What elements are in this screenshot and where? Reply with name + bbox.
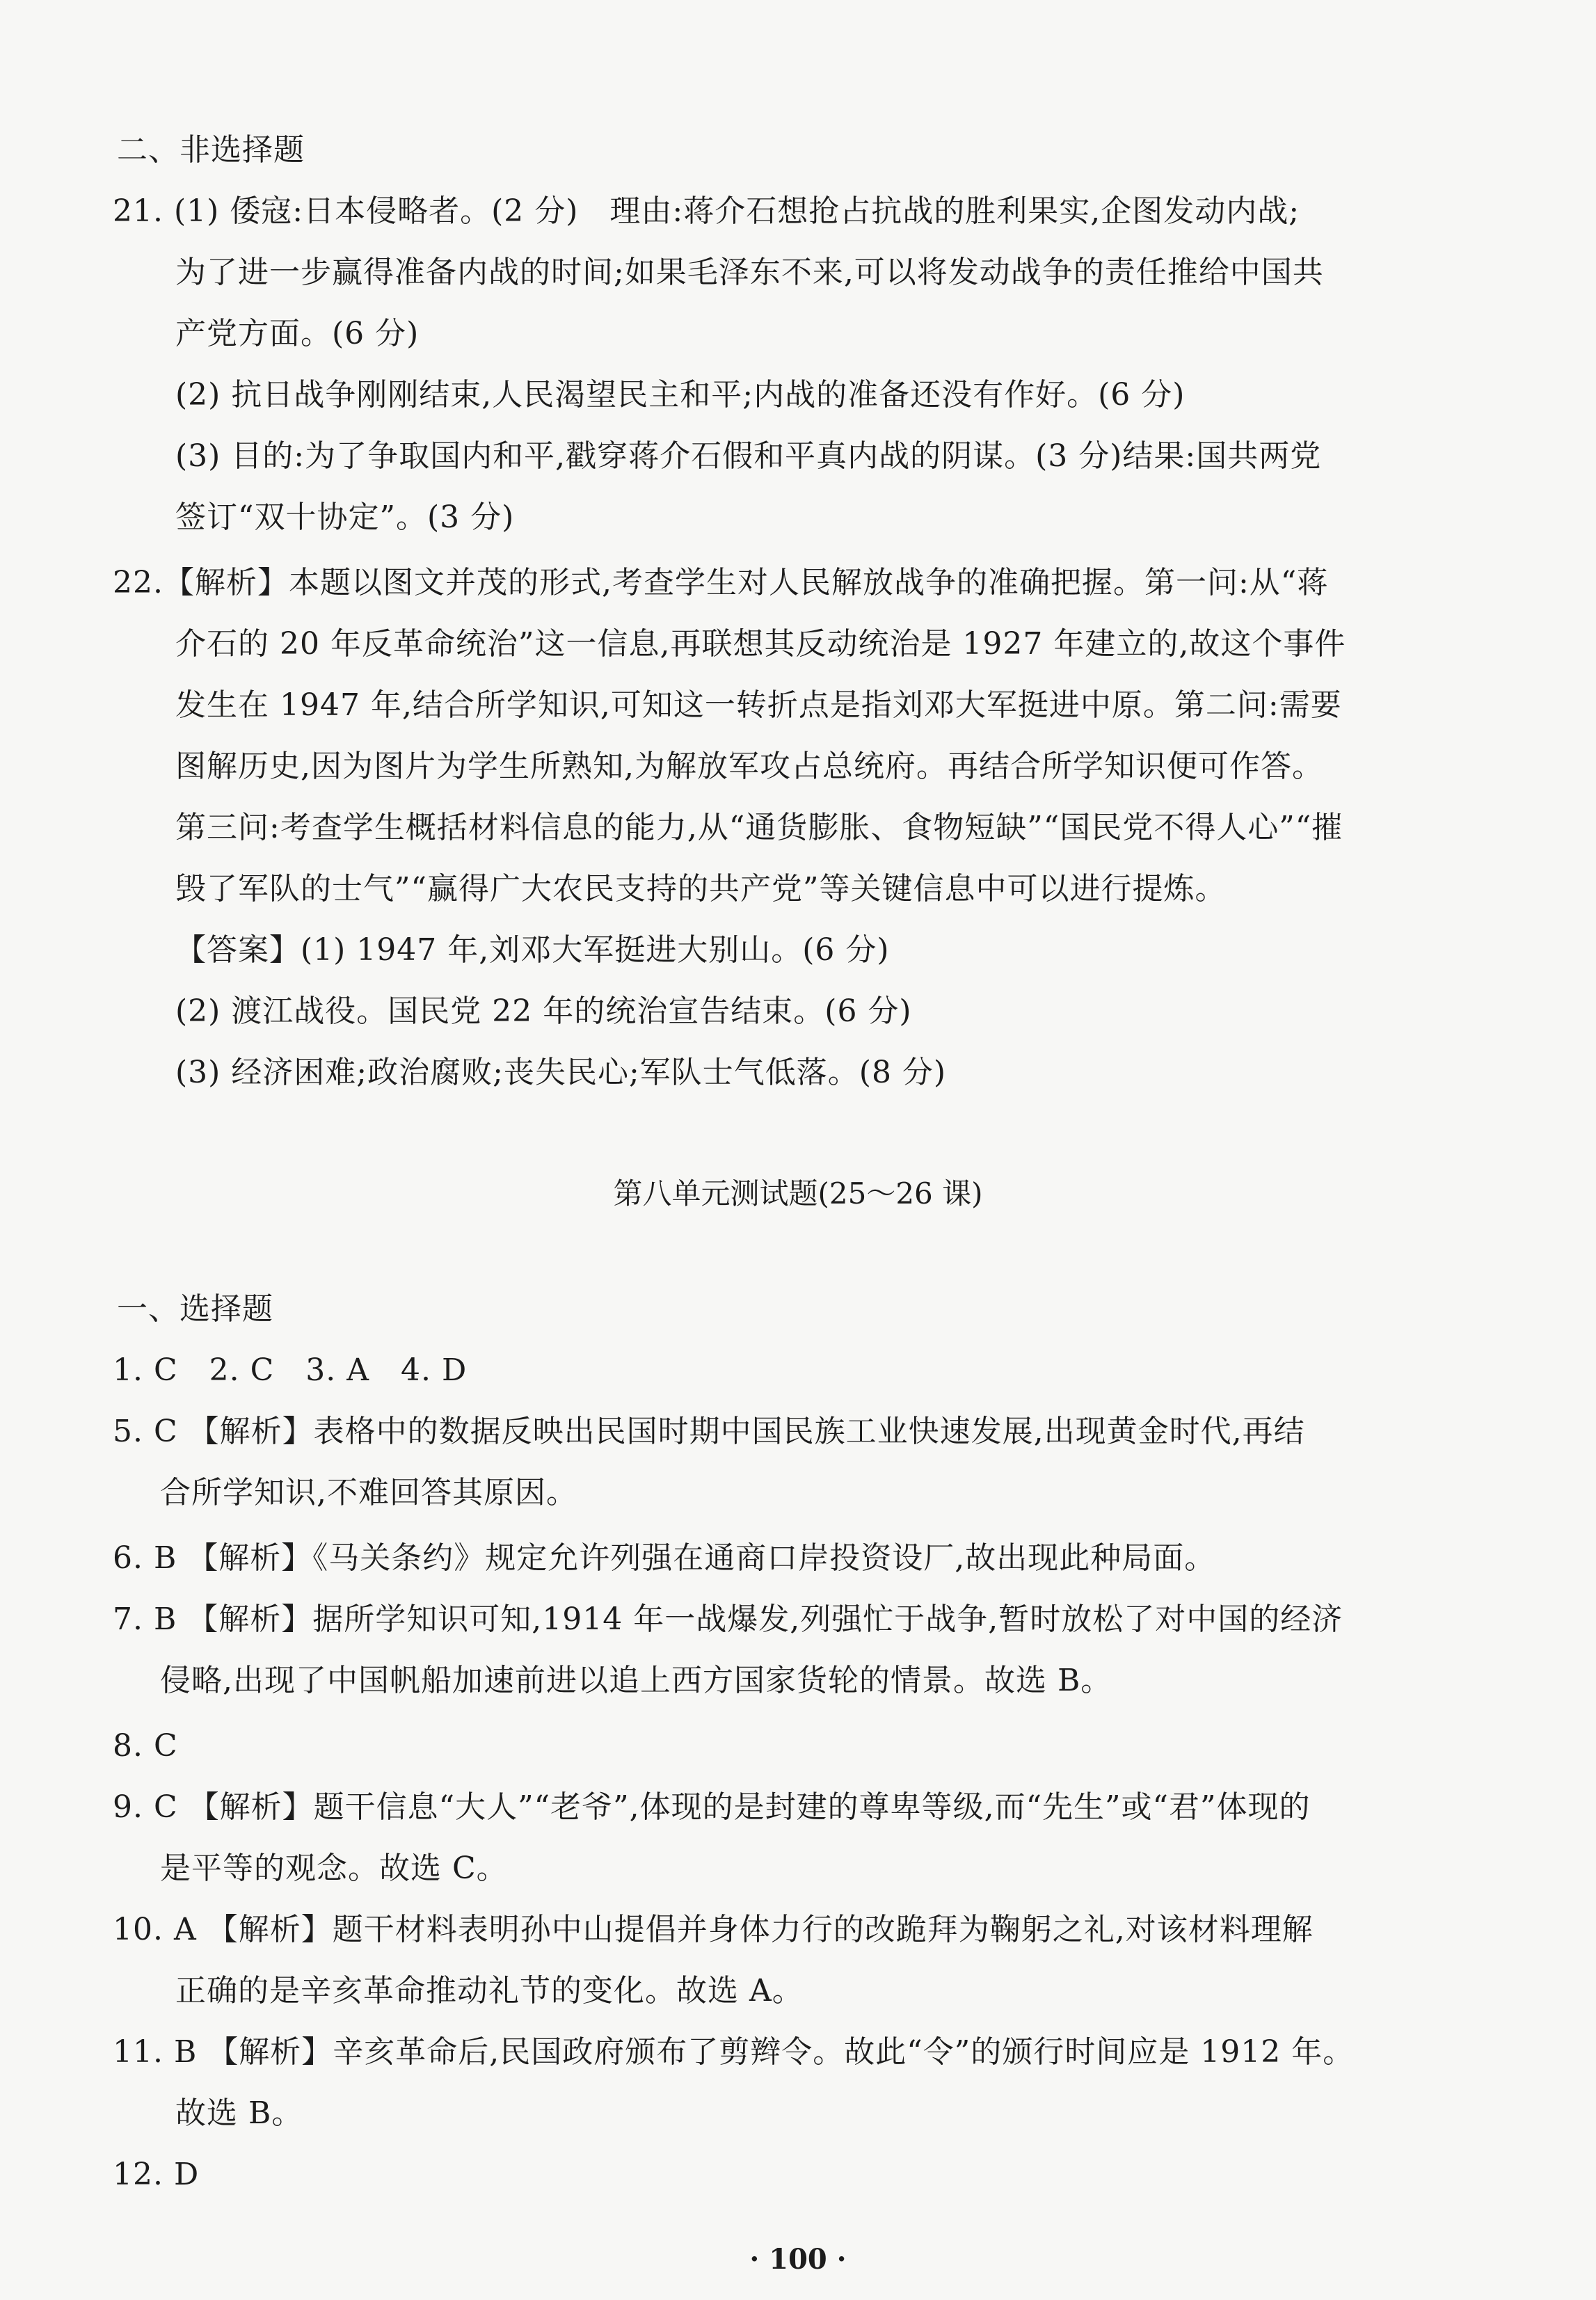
q21-line-2: 为了进一步赢得准备内战的时间;如果毛泽东不来,可以将发动战争的责任推给中国共	[175, 255, 1324, 290]
section-heading-nonchoice: 二、非选择题	[117, 132, 305, 168]
answer-10-line-1: 10. A 【解析】题干材料表明孙中山提倡并身体力行的改跪拜为鞠躬之礼,对该材料理解	[113, 1912, 1314, 1947]
q22-line-3: 发生在 1947 年,结合所学知识,可知这一转折点是指刘邓大军挺进中原。第二问:需要	[175, 687, 1342, 723]
answer-5-line-2: 合所学知识,不难回答其原因。	[160, 1475, 577, 1510]
q21-line-3: 产党方面。(6 分)	[175, 316, 420, 351]
q22-line-1: 22.【解析】本题以图文并茂的形式,考查学生对人民解放战争的准确把握。第一问:从“蒋	[113, 565, 1329, 600]
answer-5-line-1: 5. C 【解析】表格中的数据反映出民国时期中国民族工业快速发展,出现黄金时代,再结	[113, 1414, 1305, 1449]
q22-line-4: 图解历史,因为图片为学生所熟知,为解放军攻占总统府。再结合所学知识便可作答。	[175, 749, 1323, 784]
q22-line-2: 介石的 20 年反革命统治”这一信息,再联想其反动统治是 1927 年建立的,故这个事件	[175, 626, 1346, 662]
q22-answer-3: (3) 经济困难;政治腐败;丧失民心;军队士气低落。(8 分)	[175, 1055, 947, 1090]
q22-line-6: 毁了军队的士气”“赢得广大农民支持的共产党”等关键信息中可以进行提炼。	[175, 871, 1227, 907]
answer-9-line-1: 9. C 【解析】题干信息“大人”“老爷”,体现的是封建的尊卑等级,而“先生”或“君”体现的	[113, 1789, 1311, 1825]
q22-line-5: 第三问:考查学生概括材料信息的能力,从“通货膨胀、食物短缺”“国民党不得人心”“摧	[175, 810, 1343, 845]
page-number: · 100 ·	[749, 2243, 847, 2276]
q21-line-6: 签订“双十协定”。(3 分)	[175, 500, 515, 535]
q21-line-4: (2) 抗日战争刚刚结束,人民渴望民主和平;内战的准备还没有作好。(6 分)	[175, 377, 1186, 413]
answer-11-line-2: 故选 B。	[175, 2095, 303, 2131]
answer-9-line-2: 是平等的观念。故选 C。	[160, 1851, 508, 1886]
q22-answer-2: (2) 渡江战役。国民党 22 年的统治宣告结束。(6 分)	[175, 993, 912, 1029]
q21-line-1: 21. (1) 倭寇:日本侵略者。(2 分) 理由:蒋介石想抢占抗战的胜利果实,企图发动内战;	[113, 193, 1300, 229]
section-heading-choice: 一、选择题	[117, 1291, 273, 1327]
answers-1-4: 1. C 2. C 3. A 4. D	[113, 1352, 468, 1388]
answer-10-line-2: 正确的是辛亥革命推动礼节的变化。故选 A。	[175, 1973, 804, 2008]
answer-12: 12. D	[113, 2157, 200, 2192]
answer-7-line-2: 侵略,出现了中国帆船加速前进以追上西方国家货轮的情景。故选 B。	[160, 1663, 1112, 1698]
unit-title: 第八单元测试题(25～26 课)	[613, 1176, 983, 1211]
answer-7-line-1: 7. B 【解析】据所学知识可知,1914 年一战爆发,列强忙于战争,暂时放松了对中国的经济	[113, 1602, 1343, 1637]
answer-11-line-1: 11. B 【解析】辛亥革命后,民国政府颁布了剪辫令。故此“令”的颁行时间应是 1912 年。	[113, 2034, 1355, 2070]
answer-6: 6. B 【解析】《马关条约》规定允许列强在通商口岸投资设厂,故出现此种局面。	[113, 1540, 1216, 1576]
answer-8: 8. C	[113, 1728, 178, 1764]
q21-line-5: (3) 目的:为了争取国内和平,戳穿蒋介石假和平真内战的阴谋。(3 分)结果:国共两党	[175, 438, 1322, 474]
q22-answer-1: 【答案】(1) 1947 年,刘邓大军挺进大别山。(6 分)	[175, 932, 890, 968]
